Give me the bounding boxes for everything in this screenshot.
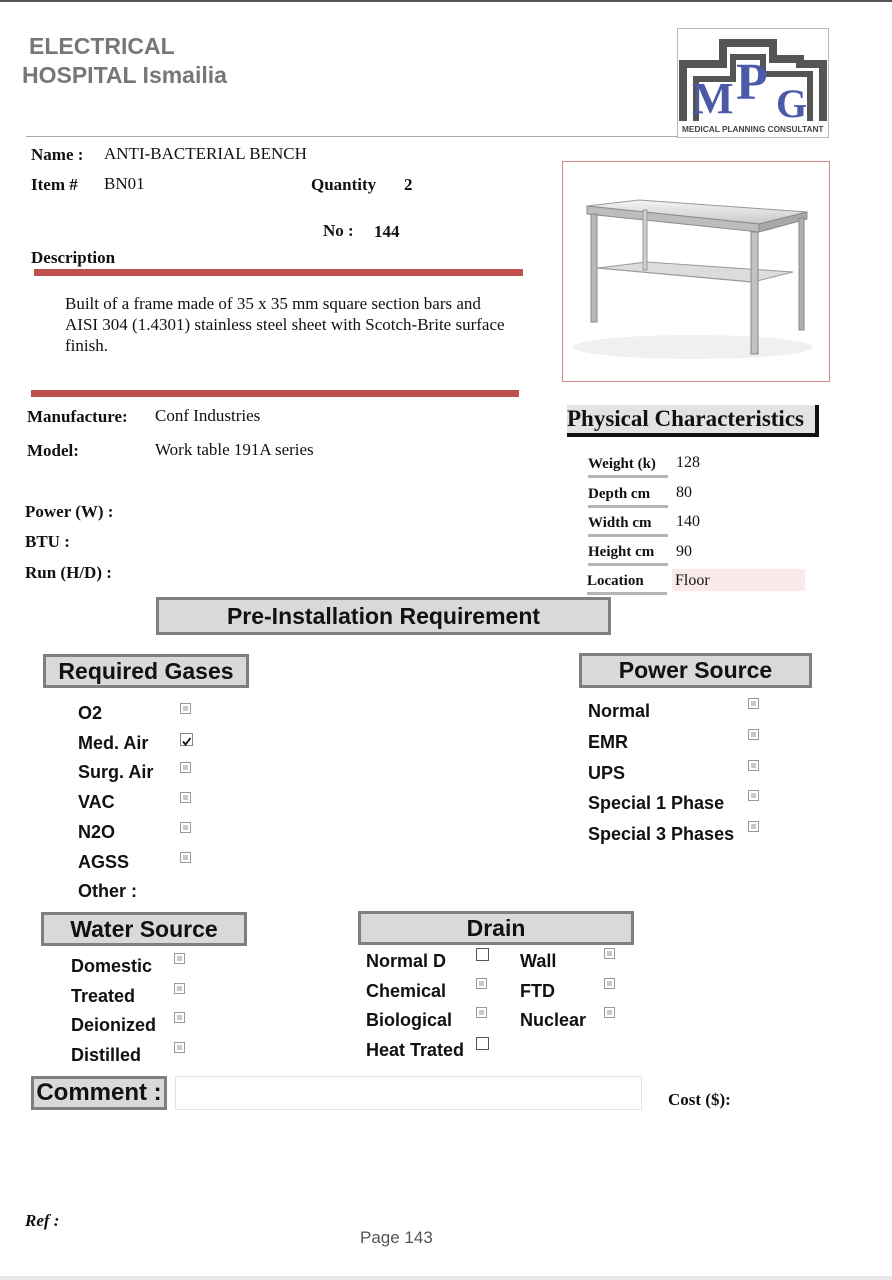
gas-med-air-checkbox-checked[interactable] xyxy=(180,733,193,746)
height-value: 90 xyxy=(676,543,692,560)
drain-ftd-label: FTD xyxy=(520,980,555,1001)
description-bottom-bar xyxy=(31,390,519,397)
power-special-3-phases-checkbox[interactable] xyxy=(748,821,759,832)
top-border xyxy=(0,0,892,2)
work-table-illustration xyxy=(563,162,829,381)
drain-biological-label: Biological xyxy=(366,1010,453,1031)
drain-wall-label: Wall xyxy=(520,951,557,971)
hospital-title-line2: HOSPITAL Ismailia xyxy=(22,62,227,88)
svg-text:G: G xyxy=(776,81,808,126)
ref-label: Ref : xyxy=(25,1211,60,1230)
depth-value: 80 xyxy=(676,484,692,501)
water-distilled-label: Distilled xyxy=(71,1045,142,1066)
drain-normal-d-checkbox[interactable] xyxy=(476,948,489,961)
drain-wall-checkbox[interactable] xyxy=(604,948,615,959)
manufacture-label: Manufacture: xyxy=(27,407,128,426)
bottom-border xyxy=(0,1276,892,1280)
location-label: Location xyxy=(587,573,667,595)
pre-installation-title: Pre-Installation Requirement xyxy=(156,597,611,635)
comment-field[interactable] xyxy=(175,1076,642,1110)
power-source-title: Power Source xyxy=(579,653,812,688)
product-image xyxy=(562,161,830,382)
btu-label: BTU : xyxy=(25,532,70,551)
cost-label: Cost ($): xyxy=(668,1090,731,1109)
svg-text:MEDICAL PLANNING CONSULTANT: MEDICAL PLANNING CONSULTANT xyxy=(682,124,824,134)
water-treated-label: Treated xyxy=(71,985,136,1006)
location-value: Floor xyxy=(675,572,710,589)
description-label: Description xyxy=(31,248,116,267)
gas-surg-air-checkbox[interactable] xyxy=(180,762,191,773)
drain-heat-trated-label: Heat Trated xyxy=(366,1040,465,1061)
drain-normal-d-label: Normal D xyxy=(366,951,447,971)
gas-vac-checkbox[interactable] xyxy=(180,792,191,803)
water-deionized-label: Deionized xyxy=(71,1015,157,1036)
gas-agss-checkbox[interactable] xyxy=(180,852,191,863)
water-deionized-checkbox[interactable] xyxy=(174,1012,185,1023)
power-emr-label: EMR xyxy=(588,731,628,752)
drain-chemical-checkbox[interactable] xyxy=(476,978,487,989)
water-distilled-checkbox[interactable] xyxy=(174,1042,185,1053)
width-value: 140 xyxy=(676,513,700,530)
description-text: Built of a frame made of 35 x 35 mm square section bars and AISI 304 (1.4301) stainless steel sheet with Scotch-Brite surface finish. xyxy=(65,294,505,355)
gas-other-label: Other : xyxy=(78,881,138,901)
power-special-1-phase-checkbox[interactable] xyxy=(748,790,759,801)
height-label: Height cm xyxy=(588,544,668,566)
power-special-3-phases-label: Special 3 Phases xyxy=(588,824,735,845)
required-gases-title: Required Gases xyxy=(43,654,249,688)
water-domestic-label: Domestic xyxy=(71,956,153,976)
gas-med-air-label: Med. Air xyxy=(78,732,149,753)
quantity-value: 2 xyxy=(404,175,413,194)
weight-value: 128 xyxy=(676,454,700,471)
quantity-label: Quantity xyxy=(311,175,377,194)
run-hours-label: Run (H/D) : xyxy=(25,563,112,582)
power-ups-checkbox[interactable] xyxy=(748,760,759,771)
model-value: Work table 191A series xyxy=(155,440,314,459)
svg-text:P: P xyxy=(736,54,768,111)
drain-nuclear-checkbox[interactable] xyxy=(604,1007,615,1018)
hospital-title xyxy=(22,32,227,90)
power-normal-label: Normal xyxy=(588,701,651,721)
hospital-title-line1: ELECTRICAL xyxy=(29,33,175,59)
drain-biological-checkbox[interactable] xyxy=(476,1007,487,1018)
checkmark-icon xyxy=(181,736,192,747)
name-label: Name : xyxy=(31,145,84,164)
mpc-logo-graphic xyxy=(678,29,828,137)
comment-label: Comment : xyxy=(31,1076,167,1110)
manufacture-value: Conf Industries xyxy=(155,406,261,425)
physical-characteristics-title: Physical Characteristics xyxy=(567,405,819,437)
drain-title: Drain xyxy=(358,911,634,945)
number-value: 144 xyxy=(374,222,400,241)
power-normal-checkbox[interactable] xyxy=(748,698,759,709)
gas-vac-label: VAC xyxy=(78,792,115,813)
depth-label: Depth cm xyxy=(588,486,668,508)
power-ups-label: UPS xyxy=(588,762,626,783)
width-label: Width cm xyxy=(588,515,668,537)
power-emr-checkbox[interactable] xyxy=(748,729,759,740)
water-domestic-checkbox[interactable] xyxy=(174,953,185,964)
gas-o2-label: O2 xyxy=(78,703,103,723)
item-number-value: BN01 xyxy=(104,174,145,193)
svg-text:M: M xyxy=(692,74,734,123)
description-top-bar xyxy=(34,269,523,276)
header-divider xyxy=(26,136,678,137)
drain-nuclear-label: Nuclear xyxy=(520,1010,587,1031)
water-treated-checkbox[interactable] xyxy=(174,983,185,994)
gas-n2o-checkbox[interactable] xyxy=(180,822,191,833)
drain-chemical-label: Chemical xyxy=(366,980,447,1001)
page-number: Page 143 xyxy=(360,1228,433,1247)
gas-surg-air-label: Surg. Air xyxy=(78,762,154,783)
drain-heat-trated-checkbox[interactable] xyxy=(476,1037,489,1050)
gas-agss-label: AGSS xyxy=(78,851,130,872)
name-value: ANTI-BACTERIAL BENCH xyxy=(104,144,307,163)
power-watts-label: Power (W) : xyxy=(25,502,114,521)
model-label: Model: xyxy=(27,441,79,460)
gas-n2o-label: N2O xyxy=(78,821,116,842)
gas-o2-checkbox[interactable] xyxy=(180,703,191,714)
item-number-label: Item # xyxy=(31,175,78,194)
number-label: No : xyxy=(323,221,354,240)
weight-label: Weight (k) xyxy=(588,456,668,478)
water-source-title: Water Source xyxy=(41,912,247,946)
mpc-logo xyxy=(677,28,829,138)
power-special-1-phase-label: Special 1 Phase xyxy=(588,793,725,814)
drain-ftd-checkbox[interactable] xyxy=(604,978,615,989)
